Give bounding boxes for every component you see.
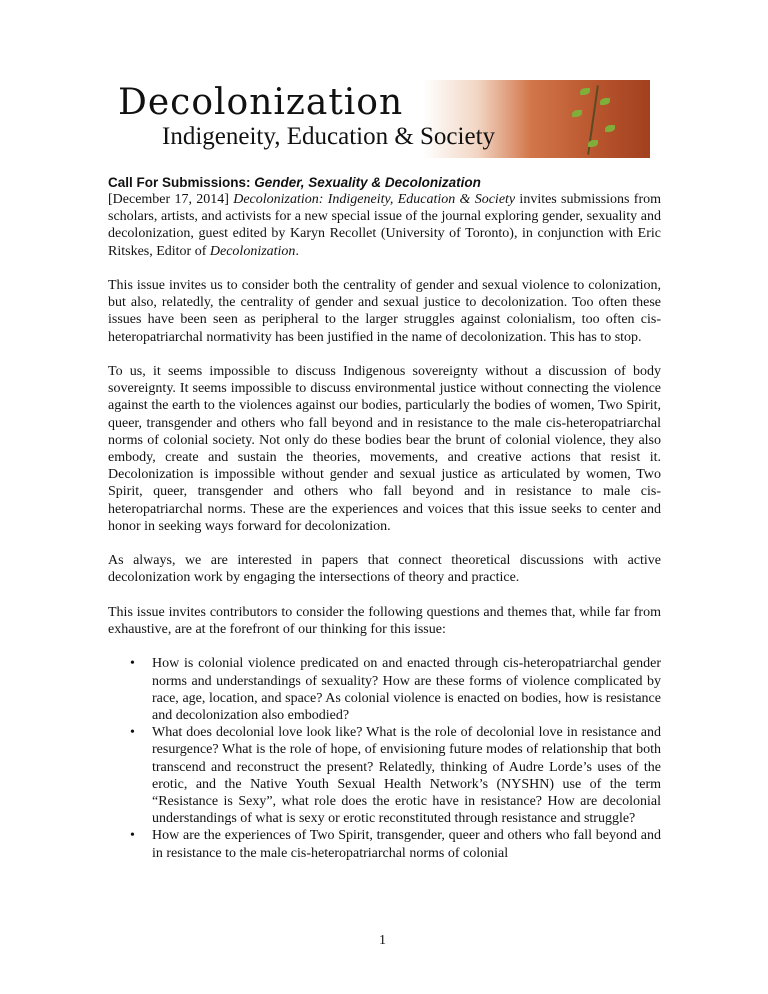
page-number: 1	[379, 933, 386, 948]
list-item	[130, 724, 661, 827]
date: [December 17, 2014]	[108, 192, 234, 207]
journal-name: Decolonization: Indigeneity, Education & Society	[233, 192, 516, 207]
paragraph: To us, it seems impossible to discuss Indigenous sovereignty without a discussion of body sovereignty. It seems impossible to discuss environmental justice without connecting the violence against the earth to the violences against our bodies, particularly the bodies of women, Two Spirit, queer, transgender and others who fall beyond and in resistance to the male cis-heteropatriarchal norms of colonial society. Not only do these bodies bear the brunt of colonial violence, they also embody, create and sustain the theories, movements, and creative actions that resist it. Decolonization is impossible without gender and sexual justice as articulated by women, Two Spirit, queer, transgender and others who fall beyond and in resistance to male cis-heteropatriarchal norms. These are the experiences and voices that this issue seeks to center and honor in seeking ways forward for decolonization.	[108, 364, 661, 534]
logo-subtitle: Indigeneity, Education & Society	[162, 123, 496, 150]
paragraph: As always, we are interested in papers that connect theoretical discussions with active decolonization work by engaging the intersections of theory and practice.	[108, 553, 661, 586]
leaf-graphic	[600, 98, 610, 105]
document-title	[108, 174, 661, 191]
list-item	[130, 827, 661, 861]
leaf-graphic	[588, 140, 598, 147]
list-item-text: How are the experiences of Two Spirit, transgender, queer and others who fall beyond and in resistance to the male cis-heteropatriarchal norms of colonial	[152, 828, 661, 861]
leaf-graphic	[580, 88, 590, 95]
list-item-text: What does decolonial love look like? What is the role of decolonial love in resistance and resurgence? What is the role of hope, of envisioning future modes of relationship that both transcend and reconstruct the present? Relatedly, thinking of Audre Lorde’s uses of the erotic, and the Native Youth Sexual Health Network’s (NYSHN) use of the term “Resistance is Sexy”, what role does the erotic have in resistance? How are decolonial understandings of what is sexy or erotic reconstituted through resistance and struggle?	[152, 725, 661, 827]
title-italic: Gender, Sexuality & Decolonization	[254, 175, 481, 190]
intro-end: .	[295, 243, 299, 259]
paragraph: This issue invites contributors to consider the following questions and themes that, while far from exhaustive, are at the forefront of our thinking for this issue:	[108, 604, 661, 638]
list-item	[130, 655, 661, 724]
document-body	[108, 174, 661, 862]
leaf-graphic	[605, 125, 615, 132]
leaf-graphic	[572, 110, 582, 117]
list-item-text: How is colonial violence predicated on and enacted through cis-heteropatriarchal gender norms and understandings of sexuality? How are these forms of violence complicated by race, age, location, and space? As colonial violence is enacted on bodies, how is resistance and decolonization also embodied?	[152, 656, 661, 724]
title-prefix: Call For Submissions:	[108, 175, 255, 190]
question-list	[108, 655, 661, 861]
bullet-icon: •	[130, 725, 135, 741]
journal-short-name: Decolonization	[209, 243, 296, 259]
intro-text: invites submissions from scholars, artists, and activists for a new special issue of the journal exploring gender, sexuality and decolonization, guest edited by Karyn Recollet (University of Toronto), in conjunction with Eric Ritskes, Editor of	[108, 192, 662, 259]
journal-banner	[110, 80, 650, 158]
logo-title: Decolonization	[118, 82, 404, 123]
bullet-icon: •	[130, 828, 135, 844]
bullet-icon: •	[130, 656, 135, 672]
paragraph: This issue invites us to consider both the centrality of gender and sexual violence to colonization, but also, relatedly, the centrality of gender and sexual justice to decolonization. Too often these issues have been seen as peripheral to the larger struggles against colonialism, too often cis-heteropatriarchal normativity has been justified in the name of decolonization. This has to stop.	[108, 278, 661, 345]
intro-paragraph	[108, 191, 661, 260]
